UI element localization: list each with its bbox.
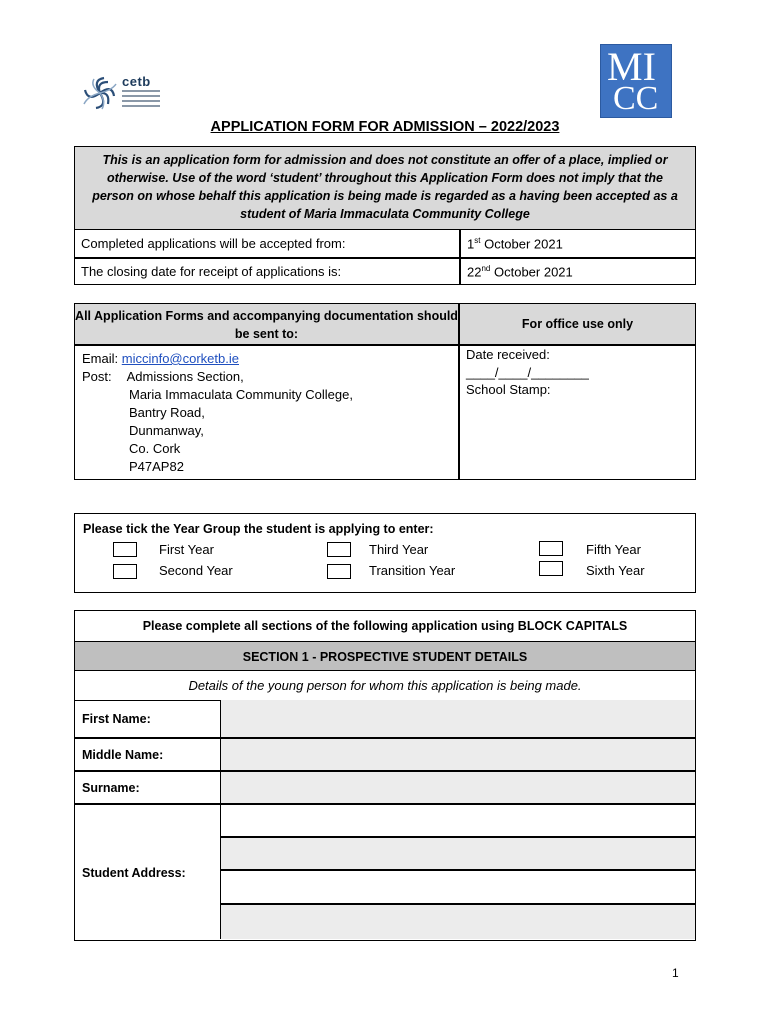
label-first-year: First Year: [159, 542, 214, 557]
cetb-logo: [82, 74, 162, 110]
label-second-year: Second Year: [159, 563, 233, 578]
postal-address: Email: miccinfo@corketb.ie Post: Admissions Section, Maria Immaculata Community College, Bantry Road, Dunmanway, Co. Cork P47AP82: [82, 351, 353, 474]
address-line-2[interactable]: [220, 838, 695, 870]
year-group-question: Please tick the Year Group the student is applying to enter:: [83, 522, 434, 536]
first-name-label: First Name:: [82, 712, 151, 726]
dates-table: [74, 229, 696, 285]
micc-logo: [600, 44, 672, 118]
label-transition-year: Transition Year: [369, 563, 456, 578]
swirl-logo-icon: [82, 76, 118, 110]
checkbox-first-year[interactable]: [113, 542, 137, 557]
closing-row: [75, 258, 695, 285]
disclaimer-box: This is an application form for admission and does not constitute an offer of a place, implied or otherwise. Use of the word ‘student’ throughout this Application Form does not imply that the person on whose behalf this application is being made is regarded as a having been accepted as a student of Maria Immaculata Community College: [74, 146, 696, 230]
closing-date: 22nd October 2021: [467, 264, 573, 280]
middle-name-field[interactable]: [220, 739, 695, 771]
closing-label: The closing date for receipt of applications is:: [81, 264, 342, 279]
cetb-tagline-lines: [122, 90, 160, 110]
form-title: APPLICATION FORM FOR ADMISSION – 2022/2023: [210, 119, 560, 135]
surname-label: Surname:: [82, 781, 140, 795]
micc-logo-cc: CC: [613, 80, 659, 117]
email-link[interactable]: miccinfo@corketb.ie: [121, 351, 239, 366]
micc-logo-mi: MI: [607, 44, 656, 89]
checkbox-fifth-year[interactable]: [539, 541, 563, 556]
block-capitals-instruction: Please complete all sections of the following application using BLOCK CAPITALS: [142, 619, 628, 633]
section1-description: Details of the young person for whom this application is being made.: [75, 671, 695, 701]
checkbox-third-year[interactable]: [327, 542, 351, 557]
section1-table: [74, 610, 696, 941]
first-name-field[interactable]: [220, 700, 695, 738]
middle-name-label: Middle Name:: [82, 748, 164, 762]
office-heading: For office use only: [460, 304, 695, 344]
office-use-area: [466, 346, 589, 399]
address-line-1[interactable]: [220, 805, 695, 837]
year-group-box: [74, 513, 696, 593]
date-received-blank[interactable]: ____/____/________: [466, 364, 589, 380]
accepted-row: [75, 230, 695, 257]
address-line-4[interactable]: [220, 905, 695, 939]
label-sixth-year: Sixth Year: [586, 563, 645, 578]
checkbox-transition-year[interactable]: [327, 564, 351, 579]
student-address-label: Student Address:: [82, 866, 186, 880]
date-received-label: Date received:: [466, 347, 550, 362]
send-to-heading: All Application Forms and accompanying documentation should be sent to:: [75, 304, 458, 344]
address-line-3[interactable]: [220, 871, 695, 904]
cetb-brand-text: cetb: [122, 74, 151, 89]
surname-field[interactable]: [220, 772, 695, 804]
school-stamp-label: School Stamp:: [466, 382, 551, 397]
checkbox-second-year[interactable]: [113, 564, 137, 579]
page-number: 1: [672, 966, 679, 980]
label-fifth-year: Fifth Year: [586, 542, 641, 557]
send-to-table: [74, 303, 696, 480]
accepted-label: Completed applications will be accepted from:: [81, 236, 346, 251]
label-third-year: Third Year: [369, 542, 429, 557]
section1-heading: SECTION 1 - PROSPECTIVE STUDENT DETAILS: [75, 641, 695, 671]
accepted-date: 1st October 2021: [467, 236, 563, 252]
checkbox-sixth-year[interactable]: [539, 561, 563, 576]
